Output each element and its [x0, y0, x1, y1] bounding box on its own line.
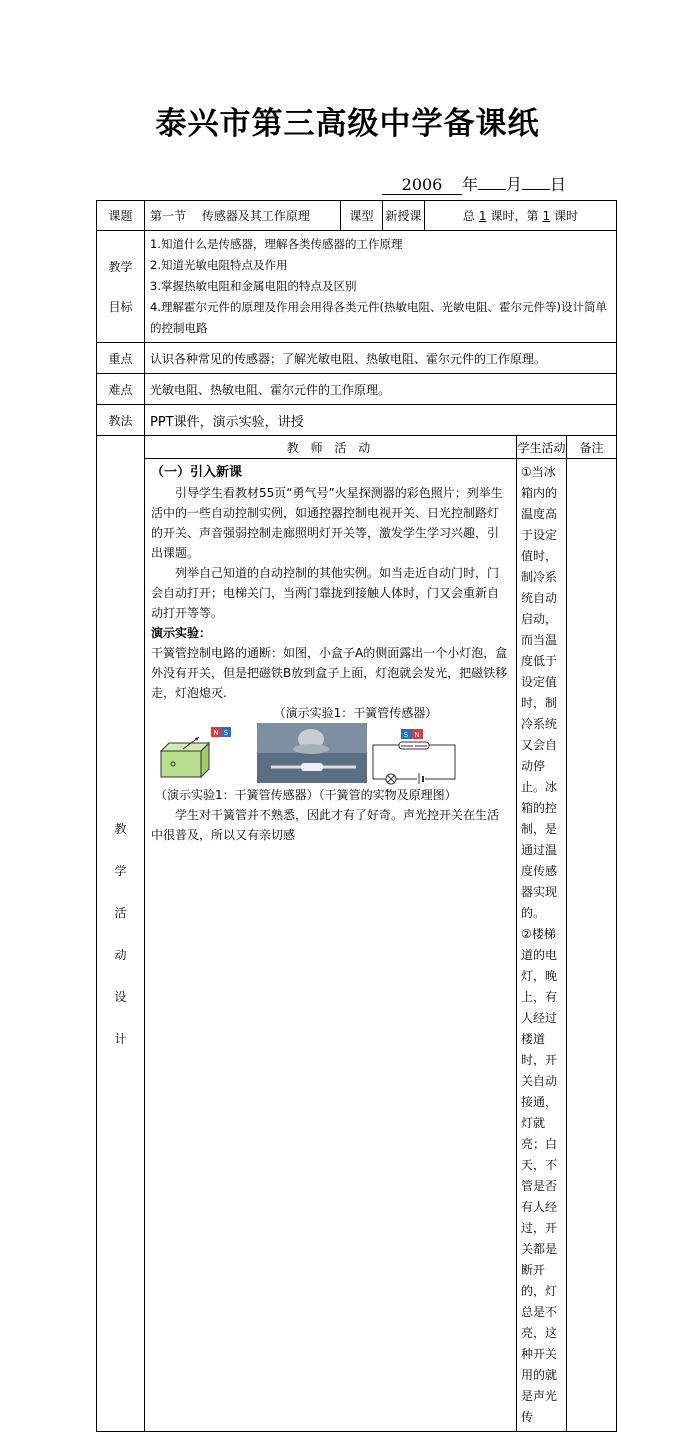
- para-intro: 引导学生看教材55页“勇气号”火星探测器的彩色照片；列举生活中的一些自动控制实例，如通控器控制电视开关、日光控制路灯的开关、声音强弱控制走廊照明灯开关等，激发学生学习兴趣，引出课题。: [151, 486, 503, 560]
- goal-item: 1.知道什么是传感器，理解各类传感器的工作原理: [150, 237, 403, 251]
- row-difficult: [97, 374, 617, 405]
- hours-current: 1: [542, 209, 551, 223]
- date-month-blank: [478, 170, 506, 190]
- activity-vertical-label: 教 学 活 动 设 计: [97, 436, 145, 1432]
- date-day-label: 日: [550, 175, 567, 194]
- method-label: 教法: [97, 405, 145, 436]
- note-header: 备注: [567, 436, 617, 459]
- hours-total: 1: [478, 209, 487, 223]
- demo-text: 干簧管控制电路的通断：如图，小盒子A的侧面露出一个小灯泡，盒外没有开关，但是把磁铁B放到盒子上面，灯泡就会发光，把磁铁移走，灯泡熄灭.: [151, 646, 508, 700]
- row-activity-body: [97, 459, 617, 1432]
- date-day-blank: [522, 170, 550, 190]
- row-activity-header: [97, 436, 617, 459]
- difficult-text: 光敏电阻、热敏电阻、霍尔元件的工作原理。: [145, 374, 617, 405]
- reed-switch-photo: [257, 723, 367, 783]
- date-line: [382, 170, 566, 195]
- schematic-magnet-n-label: N: [414, 731, 420, 739]
- section-title: （一）引入新课: [151, 465, 243, 480]
- goal-item: 3.掌握热敏电阻和金属电阻的特点及区别: [150, 279, 357, 293]
- row-method: [97, 405, 617, 436]
- goals-label: 教学 目标: [97, 231, 145, 343]
- type-value: 新授课: [383, 201, 425, 231]
- hours-prefix: 总: [462, 209, 475, 223]
- date-year-label: 年: [462, 175, 479, 194]
- goal-item: 2.知道光敏电阻特点及作用: [150, 258, 288, 272]
- student-text-fridge: ①当冰箱内的温度高于设定值时，制冷系统自动启动，而当温度低于设定值时，制冷系统又会自动停止。冰箱的控制，是通过温度传感器实现的。: [521, 465, 558, 920]
- student-activities: [517, 459, 567, 1432]
- key-label: 重点: [97, 343, 145, 374]
- date-year: 2006: [382, 175, 462, 195]
- magnet-s-label: S: [223, 729, 229, 737]
- hours-mid: 课时，第: [490, 209, 539, 223]
- hours-suffix: 课时: [554, 209, 579, 223]
- teacher-header: 教 师 活 动: [145, 436, 517, 459]
- box-with-magnet-figure: [161, 727, 231, 777]
- method-text: PPT课件，演示实验，讲授: [145, 405, 617, 436]
- lesson-plan-table: [96, 200, 617, 1432]
- difficult-label: 难点: [97, 374, 145, 405]
- goal-item: 4.理解霍尔元件的原理及作用会用得各类元件(热敏电阻、光敏电阻、霍尔元件等)设计简单的控制电路: [150, 300, 607, 335]
- reed-switch-illustrations: [151, 723, 469, 785]
- key-text: 认识各种常见的传感器；了解光敏电阻、热敏电阻、霍尔元件的工作原理。: [145, 343, 617, 374]
- teacher-activities: [145, 459, 517, 1432]
- topic-label: 课题: [97, 201, 145, 231]
- row-key: [97, 343, 617, 374]
- row-goals: [97, 231, 617, 343]
- demo-caption-top: （演示实验1：干簧管传感器）: [273, 706, 438, 720]
- student-text-stairway: ②楼梯道的电灯，晚上，有人经过楼道时，开关自动接通，灯就亮；白天，不管是否有人经过，开关都是断开的，灯总是不亮，这种开关用的就是声光传: [521, 927, 558, 1424]
- para-examples: 列举自己知道的自动控制的其他实例。如当走近自动门时，门会自动打开；电梯关门，当两门靠拢到接触人体时，门又会重新自动打开等等。: [151, 566, 500, 620]
- demo-title: 演示实验：: [151, 626, 212, 640]
- schematic-magnet-s-label: S: [403, 731, 409, 739]
- page-title: 泰兴市第三高级中学备课纸: [155, 106, 540, 142]
- goals-list: [145, 231, 617, 343]
- type-label: 课型: [341, 201, 383, 231]
- magnet-n-label: N: [213, 729, 219, 737]
- date-month-label: 月: [506, 175, 523, 194]
- topic-value: 第一节 传感器及其工作原理: [145, 201, 341, 231]
- notes-cell: [567, 459, 617, 1432]
- row-topic: [97, 201, 617, 231]
- demo-caption-bottom: （演示实验1：干簧管传感器）（干簧管的实物及原理图）: [155, 788, 457, 802]
- para-curiosity: 学生对干簧管并不熟悉，因此才有了好奇。声光控开关在生活中很普及，所以又有亲切感: [151, 808, 500, 842]
- demo-figures: [151, 723, 510, 785]
- student-header: 学生活动: [517, 436, 567, 459]
- circuit-schematic: [373, 729, 455, 784]
- hours-cell: [425, 201, 617, 231]
